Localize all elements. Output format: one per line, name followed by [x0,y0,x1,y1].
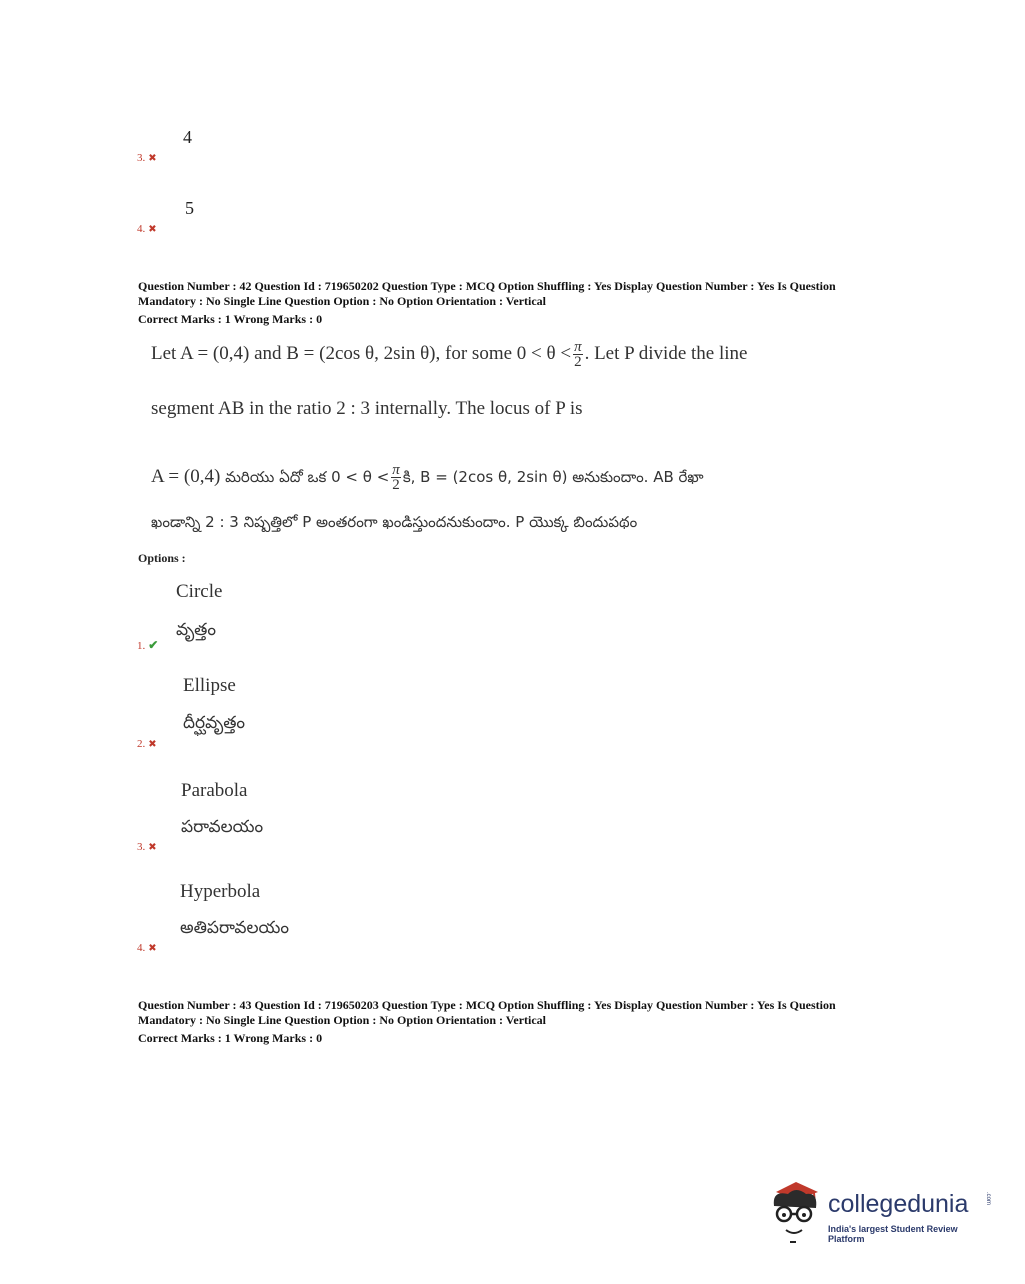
wrong-mark-icon: ✖ [148,943,157,954]
option-1-number: 1. ✔ [137,638,159,652]
options-label: Options : [138,551,186,565]
option-4-number: 4. ✖ [137,942,157,954]
prev-option-4-number: 4. ✖ [137,223,157,235]
logo-suffix: .com [985,1192,991,1206]
q43-meta [138,998,908,1046]
wrong-mark-icon: ✖ [148,153,157,164]
option-3-number: 3. ✖ [137,841,157,853]
logo-tagline: India's largest Student Review Platform [828,1224,958,1244]
q42-meta-line1: Question Number : 42 Question Id : 719650202 Question Type : MCQ Option Shuffling : Yes Display Question Number : Yes Is Question [138,279,836,293]
option-4-english: Hyperbola [180,881,261,902]
q42-english-line1: Let A = (0,4) and B = (2cos θ, 2sin θ), for some 0 < θ < $\frac{\pi}{2}$ . Let P divide the line [151,339,748,370]
pi-over-2-fraction: $\frac{\pi}{2}$ [574,339,582,370]
q43-meta-line2: Mandatory : No Single Line Question Option : No Option Orientation : Vertical [138,1013,547,1027]
collegedunia-logo [766,1176,996,1246]
q42-telugu-line2: ఖండాన్ని 2 : 3 నిష్పత్తిలో P అంతరంగా ఖండిస్తుందనుకుందాం. P యొక్క బిందుపథం [151,513,638,531]
pi-over-2-fraction: $\frac{\pi}{2}$ [392,462,400,493]
student-mascot-icon [766,1178,824,1244]
wrong-mark-icon: ✖ [148,842,157,853]
q42-english-line2: segment AB in the ratio 2 : 3 internally. The locus of P is [151,398,583,419]
q43-meta-line1: Question Number : 43 Question Id : 719650203 Question Type : MCQ Option Shuffling : Yes Display Question Number : Yes Is Question [138,998,836,1012]
q42-meta-line2: Mandatory : No Single Line Question Option : No Option Orientation : Vertical [138,294,547,308]
correct-check-icon: ✔ [148,638,159,652]
prev-option-3-number: 3. ✖ [137,152,157,164]
option-2-number: 2. ✖ [137,738,157,750]
wrong-mark-icon: ✖ [148,224,157,235]
option-2-english: Ellipse [183,675,236,696]
option-1-english: Circle [176,581,223,602]
option-3-telugu: పరావలయం [181,817,264,837]
prev-option-3-value: 4 [183,127,192,147]
wrong-mark-icon: ✖ [148,739,157,750]
option-2-telugu: దీర్ఘవృత్తం [183,713,246,733]
q43-marks: Correct Marks : 1 Wrong Marks : 0 [138,1031,323,1045]
option-4-telugu: అతిపరావలయం [180,918,290,938]
option-1-telugu: వృత్తం [176,620,216,640]
prev-option-4-value: 5 [185,198,194,218]
option-3-english: Parabola [181,780,248,801]
q42-marks: Correct Marks : 1 Wrong Marks : 0 [138,312,323,326]
logo-name: collegedunia [828,1190,969,1218]
q42-meta [138,279,908,327]
q42-telugu-line1: A = (0,4) మరియు ఏదో ఒక 0 < θ < $\frac{\pi}{2}$ కి, B = (2cos θ, 2sin θ) అనుకుందాం. AB రేఖా [151,462,704,493]
